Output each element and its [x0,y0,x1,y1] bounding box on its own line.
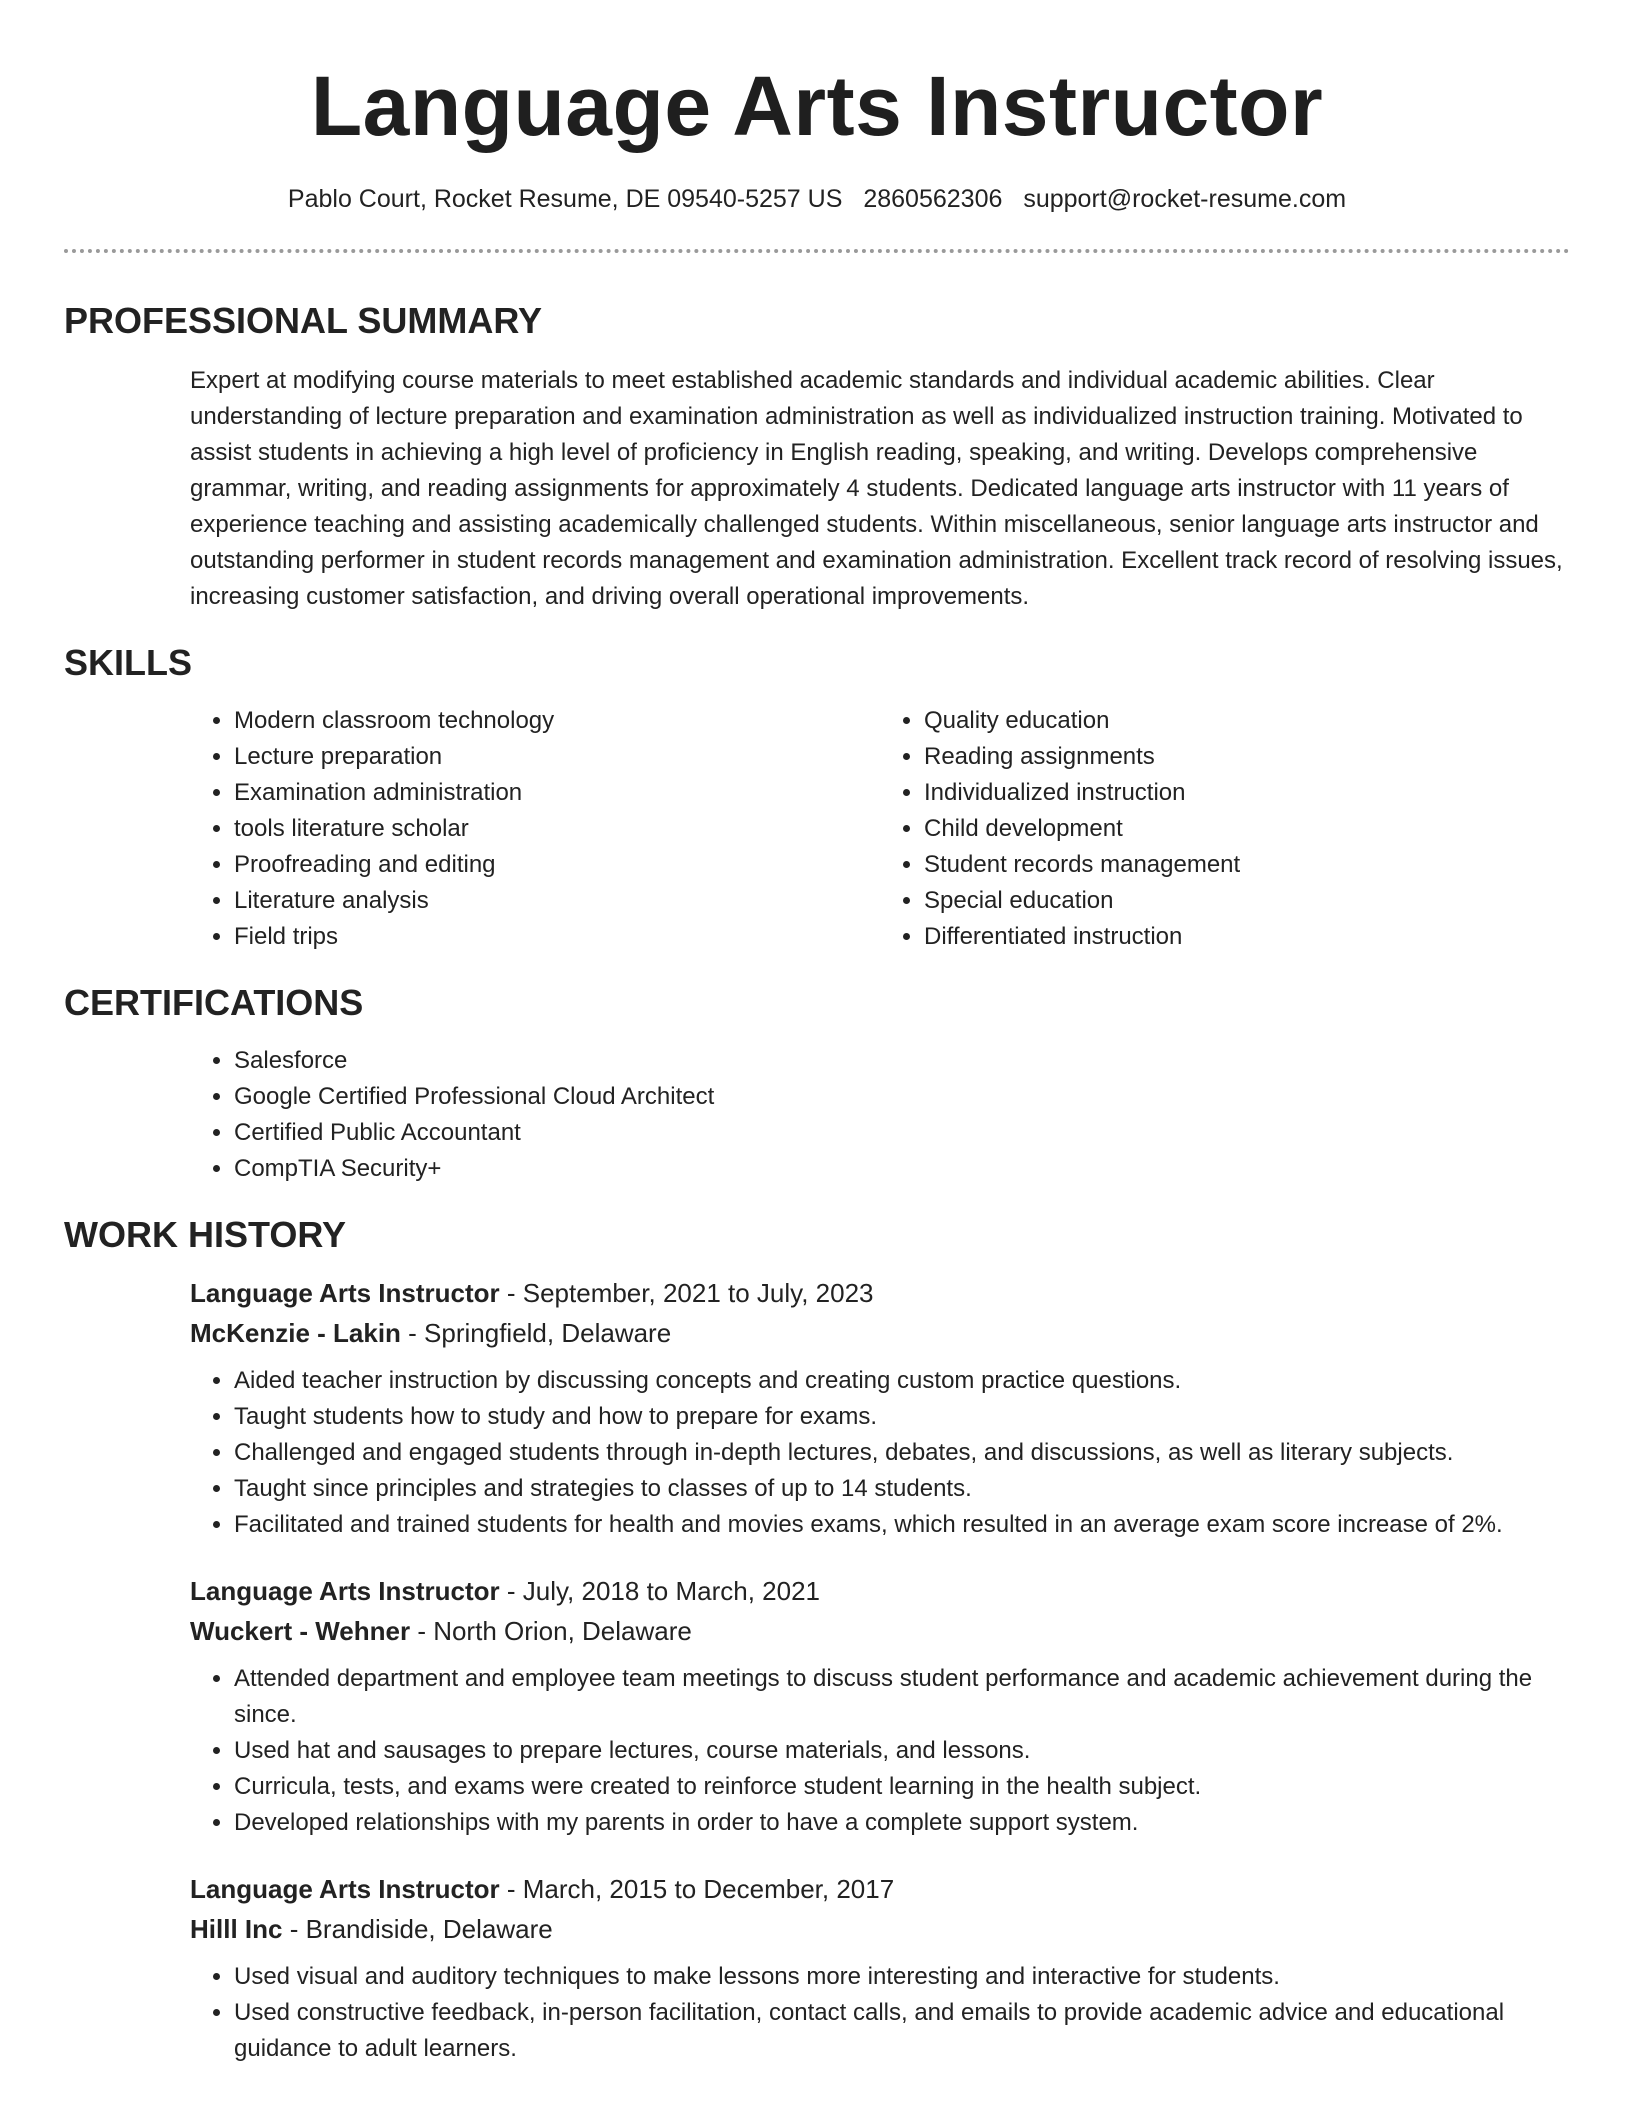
resume-title: Language Arts Instructor [310,59,1324,153]
summary-heading: PROFESSIONAL SUMMARY [64,300,543,341]
contact-line [64,182,1570,216]
job-bullet: • Challenged and engaged students through in-depth lectures, debates, and discussions, as well as literary subjects. [234,1435,1570,1471]
certifications-section [190,1043,1570,1187]
job-bullet: • Used constructive feedback, in-person facilitation, contact calls, and emails to provide academic advice and educational guidance to adult learners. [234,1995,1570,2067]
job-location: - North Orion, Delaware [410,1616,692,1646]
skill-item: • Reading assignments [924,739,1570,775]
job-bullet: • Used hat and sausages to prepare lectures, course materials, and lessons. [234,1733,1570,1769]
job-bullets [190,1959,1570,2067]
job-title-line [190,1869,1570,1909]
job-dates: - March, 2015 to December, 2017 [499,1874,895,1904]
job-bullets [190,1661,1570,1841]
job-entry [190,1869,1570,2067]
skills-column-right [880,703,1570,955]
job-company: Wuckert - Wehner [190,1616,411,1646]
certification-item: • Salesforce [234,1043,1570,1079]
job-title: Language Arts Instructor [190,1278,500,1308]
certification-item: • Certified Public Accountant [234,1115,1570,1151]
job-bullet: • Taught students how to study and how to prepare for exams. [234,1399,1570,1435]
skills-column-left [190,703,880,955]
certifications-heading: CERTIFICATIONS [64,982,364,1023]
contact-email: support@rocket-resume.com [1023,185,1347,213]
certification-item: • CompTIA Security+ [234,1151,1570,1187]
job-title-line [190,1273,1570,1313]
skill-item: • Literature analysis [234,883,880,919]
job-bullet: • Attended department and employee team meetings to discuss student performance and academic achievement during the since. [234,1661,1570,1733]
resume-page [64,0,1570,2067]
skill-item: • Student records management [924,847,1570,883]
job-company: Hilll Inc [190,1914,283,1944]
summary-section [190,363,1570,615]
job-entry [190,1273,1570,1543]
job-company: McKenzie - Lakin [190,1318,401,1348]
summary-text: Expert at modifying course materials to meet established academic standards and individual academic abilities. Clear understanding of lecture preparation and examination administration as well as individualized instruction training. Motivated to assist students in achieving a high level of proficiency in English reading, speaking, and writing. Develops comprehensive grammar, writing, and reading assignments for approximately 4 students. Dedicated language arts instructor with 11 years of experience teaching and assisting academically challenged students. Within miscellaneous, senior language arts instructor and outstanding performer in student records management and examination administration. Excellent track record of resolving issues, increasing customer satisfaction, and driving overall operational improvements. [190,367,1563,610]
contact-phone: 2860562306 [863,185,1003,213]
skill-item: • Differentiated instruction [924,919,1570,955]
certifications-list [190,1043,1570,1187]
job-bullet: • Used visual and auditory techniques to make lessons more interesting and interactive for students. [234,1959,1570,1995]
job-title: Language Arts Instructor [190,1576,500,1606]
job-title: Language Arts Instructor [190,1874,500,1904]
skill-item: • Individualized instruction [924,775,1570,811]
certification-item: • Google Certified Professional Cloud Architect [234,1079,1570,1115]
job-location: - Springfield, Delaware [400,1318,672,1348]
job-bullet: • Taught since principles and strategies to classes of up to 14 students. [234,1471,1570,1507]
work-history-heading: WORK HISTORY [64,1214,347,1255]
job-company-line [190,1909,1570,1949]
skills-heading: SKILLS [64,642,193,683]
job-company-line [190,1611,1570,1651]
skill-item: • Special education [924,883,1570,919]
job-entry [190,1571,1570,1841]
contact-address: Pablo Court, Rocket Resume, DE 09540-5257 US [287,185,843,213]
job-dates: - July, 2018 to March, 2021 [499,1576,820,1606]
skill-item: • Examination administration [234,775,880,811]
job-bullet: • Curricula, tests, and exams were created to reinforce student learning in the health subject. [234,1769,1570,1805]
job-bullets [190,1363,1570,1543]
skill-item: • Lecture preparation [234,739,880,775]
skill-item: • Quality education [924,703,1570,739]
job-company-line [190,1313,1570,1353]
skill-item: • Modern classroom technology [234,703,880,739]
skills-list [190,703,1570,955]
job-dates: - September, 2021 to July, 2023 [499,1278,874,1308]
skill-item: • Proofreading and editing [234,847,880,883]
job-bullet: • Facilitated and trained students for health and movies exams, which resulted in an average exam score increase of 2%. [234,1507,1570,1543]
skill-item: • Field trips [234,919,880,955]
job-bullet: • Aided teacher instruction by discussing concepts and creating custom practice questions. [234,1363,1570,1399]
skill-item: • tools literature scholar [234,811,880,847]
header-divider [64,249,1570,253]
job-location: - Brandiside, Delaware [282,1914,553,1944]
job-bullet: • Developed relationships with my parents in order to have a complete support system. [234,1805,1570,1841]
job-title-line [190,1571,1570,1611]
skill-item: • Child development [924,811,1570,847]
